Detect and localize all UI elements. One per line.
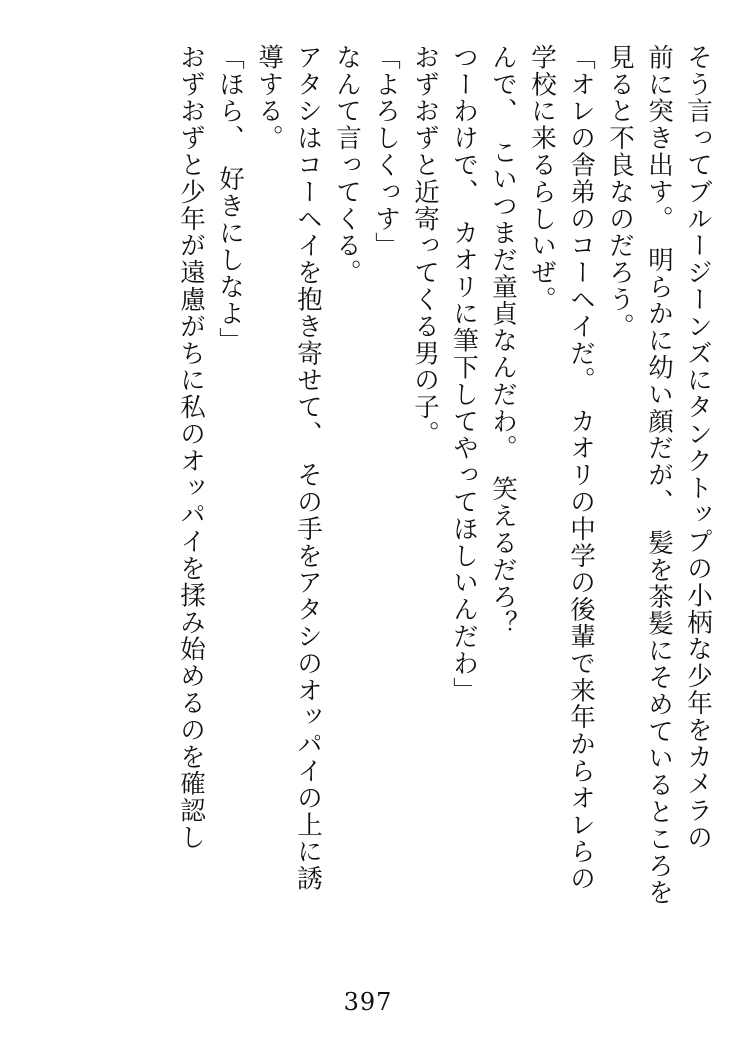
text-line: おずおずと少年が遠慮がちに私のオッパイを揉み始めるのを確認し xyxy=(176,44,206,851)
text-line: 「オレの舎弟のコーヘイだ。 カオリの中学の後輩で来年からオレらの xyxy=(566,44,596,893)
text-line: 見ると不良なのだろう。 xyxy=(605,44,635,340)
text-line: 学校に来るらしいぜ。 xyxy=(527,44,557,313)
text-line: 「ほら、 好きにしなよ」 xyxy=(215,44,245,355)
vertical-text-block xyxy=(60,44,713,944)
text-line: 前に突き出す。 明らかに幼い顔だが、 髪を茶髪にそめているところを xyxy=(644,44,674,907)
text-line: そう言ってブルージーンズにタンクトップの小柄な少年をカメラの xyxy=(683,44,713,851)
text-line: んで、 こいつまだ童貞なんだわ。 笑えるだろ？ xyxy=(488,44,518,638)
text-line: 導する。 xyxy=(254,44,284,152)
text-line: アタシはコーヘイを抱き寄せて、 その手をアタシのオッパイの上に誘 xyxy=(293,44,323,893)
text-line: 「よろしくっす」 xyxy=(371,44,401,260)
text-line: おずおずと近寄ってくる男の子。 xyxy=(410,44,440,448)
text-line: なんて言ってくる。 xyxy=(332,44,362,287)
page-number: 397 xyxy=(343,988,393,1016)
text-line: つーわけで、 カオリに筆下してやってほしいんだわ」 xyxy=(449,44,479,704)
